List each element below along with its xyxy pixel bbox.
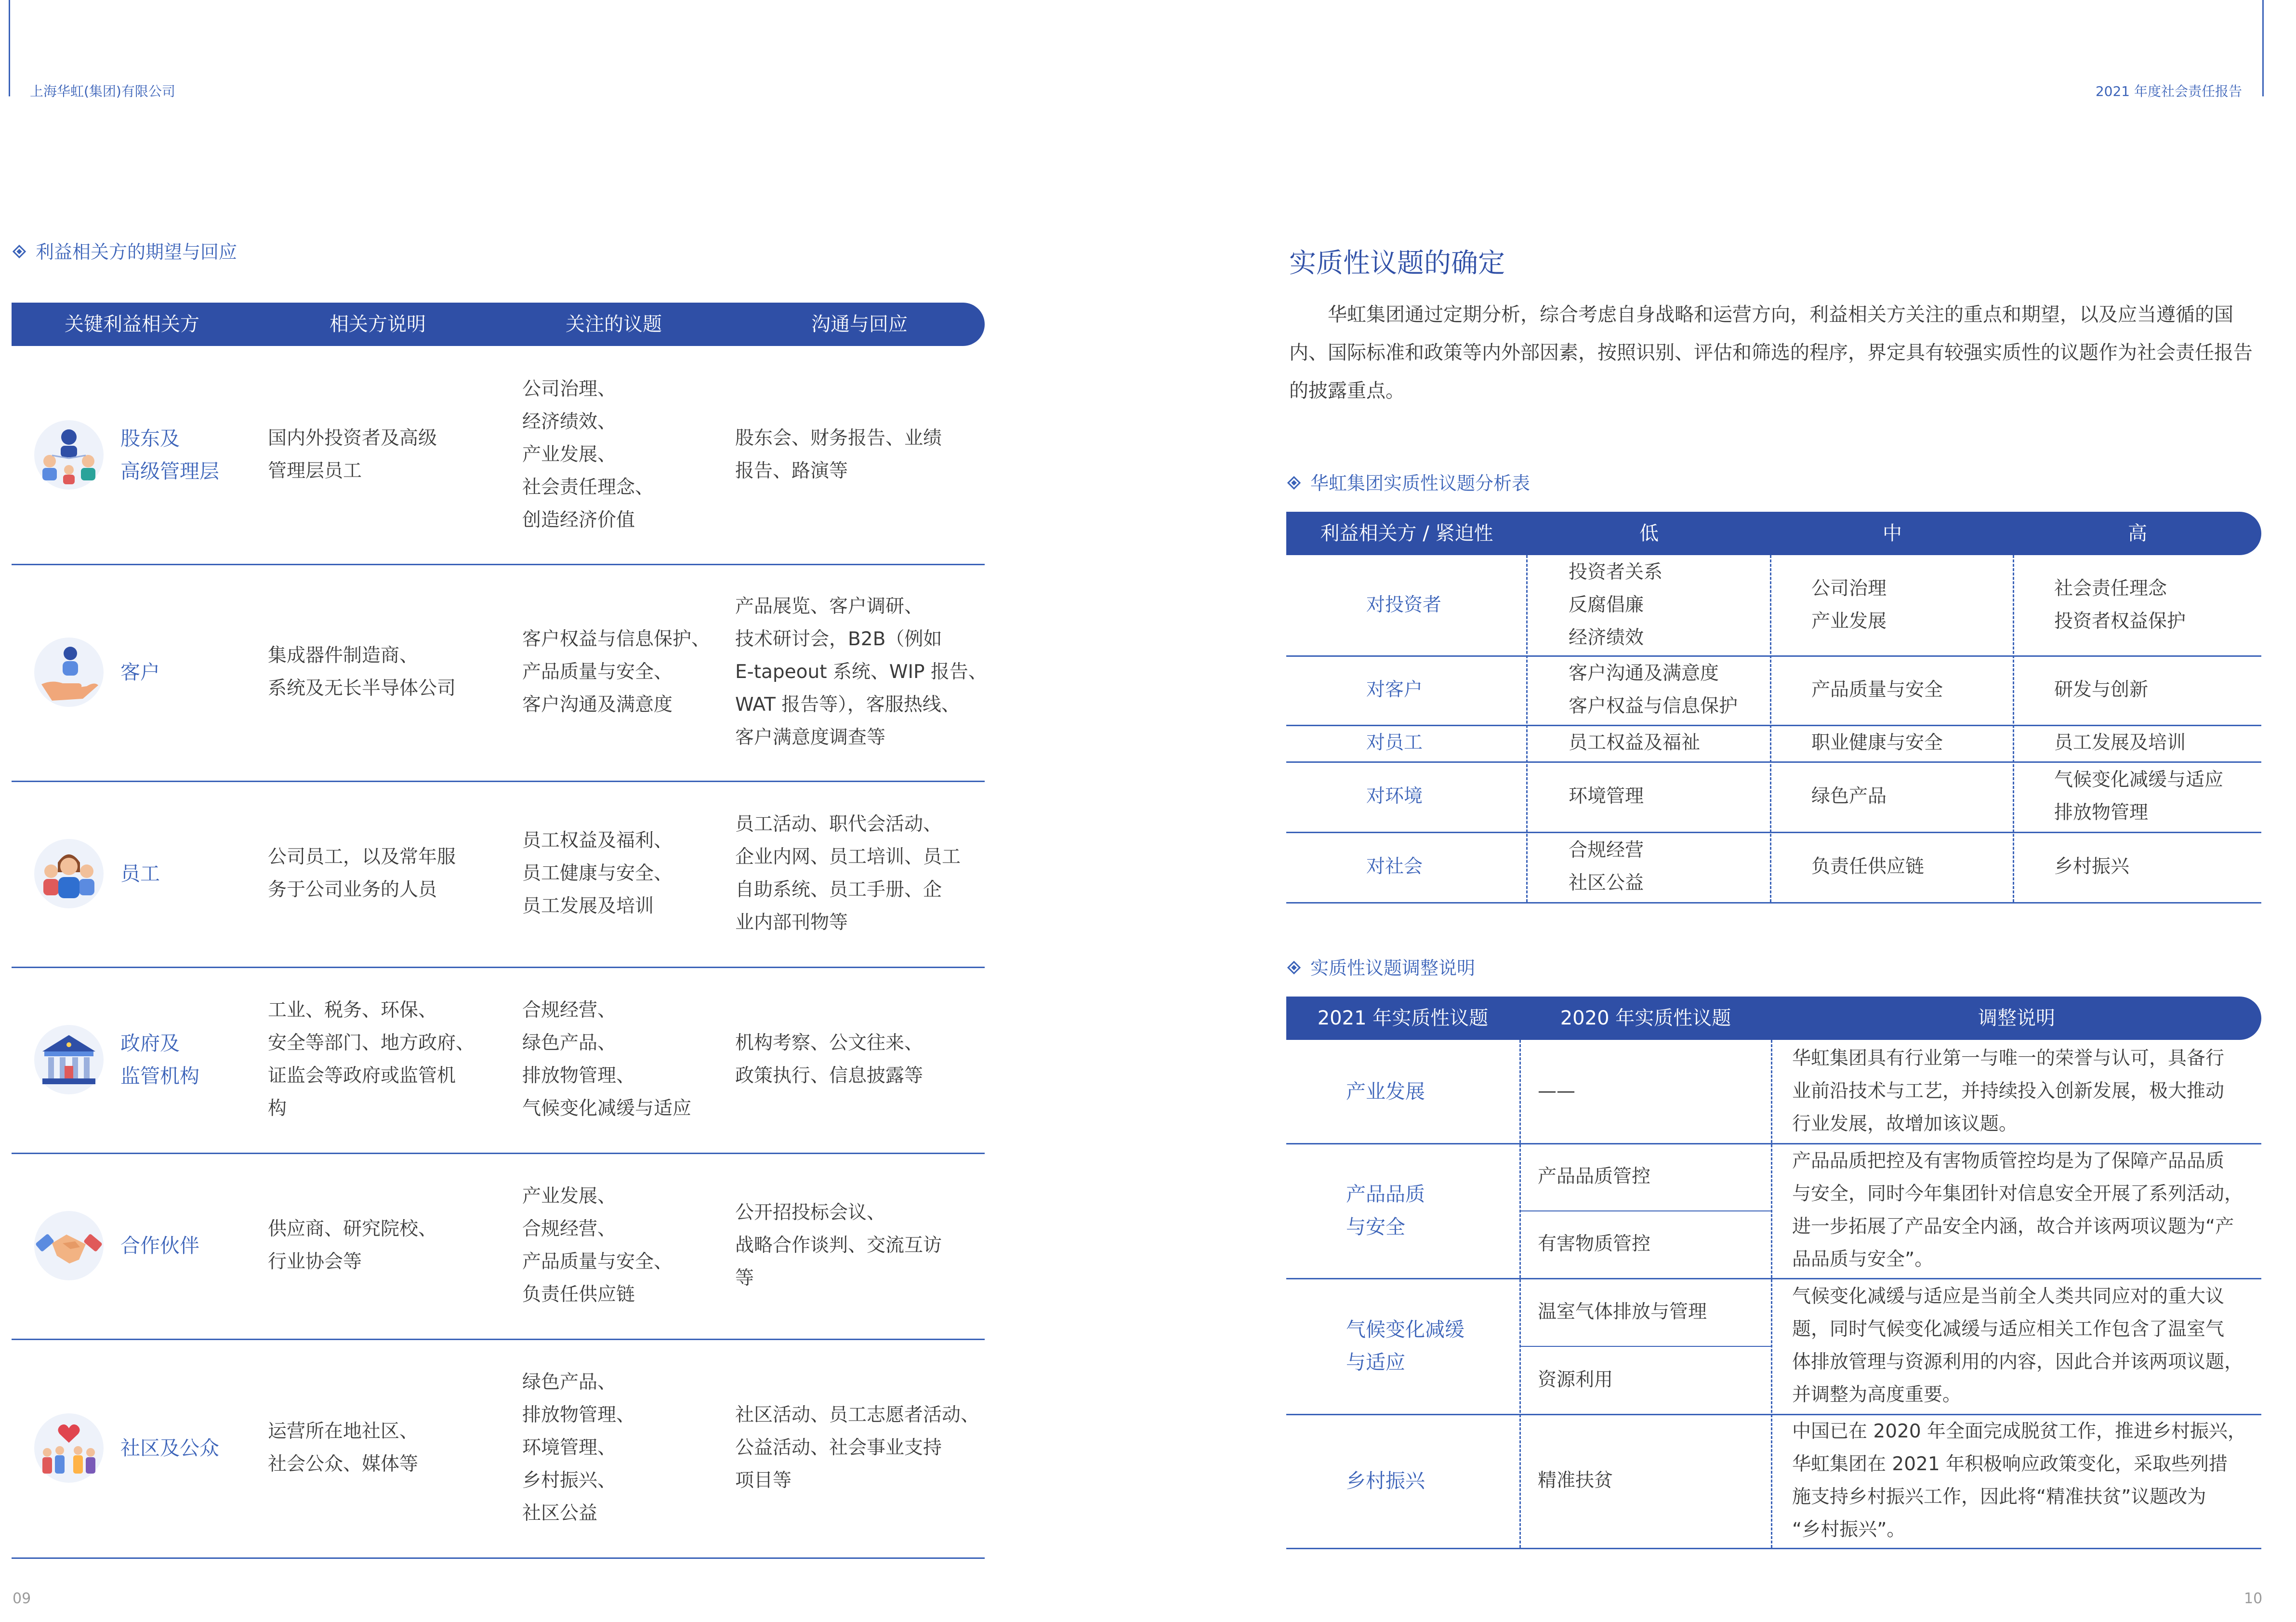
- matrix-mid-topic: 负责任供应链: [1811, 856, 1925, 877]
- matrix-high-topic: 排放物管理: [2054, 802, 2149, 824]
- matrix-low-topic: 客户权益与信息保护: [1569, 695, 1738, 717]
- adjust-header-2021: 2021 年实质性议题: [1317, 1007, 1489, 1029]
- stakeholder-topic: 经济绩效、: [522, 411, 617, 433]
- stakeholder-description: 社会公众、媒体等: [268, 1453, 419, 1475]
- stakeholder-response: E-tapeout 系统、WIP 报告、: [735, 661, 987, 683]
- stakeholder-description: 构: [268, 1098, 287, 1119]
- adjust-section-title: 实质性议题调整说明: [1289, 953, 1475, 980]
- adjust-topic-2021: 产业发展: [1346, 1080, 1425, 1103]
- matrix-low-topic: 投资者关系: [1569, 561, 1663, 583]
- stakeholder-topic: 员工发展及培训: [522, 895, 654, 917]
- row-divider: [12, 564, 985, 565]
- stakeholder-section-title: 利益相关方的期望与回应: [14, 237, 237, 264]
- stakeholder-description: 管理层员工: [268, 460, 362, 482]
- stakeholder-description: 行业协会等: [268, 1251, 362, 1273]
- matrix-column-divider: [1526, 555, 1528, 902]
- row-divider: [12, 1339, 985, 1340]
- stakeholder-topic: 社会责任理念、: [522, 477, 654, 498]
- stakeholder-topic: 产品质量与安全、: [522, 1251, 673, 1273]
- matrix-low-topic: 客户沟通及满意度: [1569, 663, 1719, 684]
- stakeholder-response: 项目等: [735, 1470, 792, 1491]
- header-response: 沟通与回应: [811, 313, 908, 335]
- adjust-topic-2020: 产品品质管控: [1538, 1166, 1651, 1187]
- stakeholder-response: 公开招投标会议、: [735, 1202, 886, 1223]
- adjust-note-line: 华虹集团在 2021 年积极响应政策变化，采取些列措: [1792, 1453, 2228, 1475]
- community-heart-icon: [33, 1412, 105, 1484]
- stakeholder-topic: 创造经济价值: [522, 509, 635, 531]
- stakeholder-response: 员工活动、职代会活动、: [735, 813, 942, 835]
- stakeholder-topic: 客户权益与信息保护、: [522, 628, 711, 650]
- adjust-header-2020: 2020 年实质性议题: [1560, 1007, 1731, 1029]
- matrix-party: 对投资者: [1366, 594, 1442, 616]
- matrix-low-topic: 经济绩效: [1569, 627, 1644, 649]
- adjust-note-line: 产品品质把控及有害物质管控均是为了保障产品品质: [1792, 1150, 2225, 1172]
- adjust-topic-2021: 乡村振兴: [1346, 1469, 1425, 1492]
- stakeholder-topic: 绿色产品、: [522, 1371, 617, 1393]
- stakeholder-topic: 排放物管理、: [522, 1404, 635, 1426]
- stakeholder-topic: 绿色产品、: [522, 1032, 617, 1054]
- matrix-table-header: [1286, 512, 2261, 555]
- matrix-low-topic: 员工权益及福祉: [1569, 732, 1701, 754]
- matrix-low-topic: 环境管理: [1569, 785, 1644, 807]
- stakeholder-response: 技术研讨会，B2B（例如: [735, 628, 942, 650]
- stakeholder-description: 公司员工，以及常年服: [268, 846, 456, 868]
- matrix-high-topic: 乡村振兴: [2054, 856, 2130, 877]
- stakeholder-response: 社区活动、员工志愿者活动、: [735, 1404, 980, 1426]
- row-divider: [12, 1153, 985, 1154]
- matrix-header-party: 利益相关方 / 紧迫性: [1320, 522, 1493, 545]
- stakeholder-topic: 合规经营、: [522, 999, 617, 1021]
- stakeholder-topic: 乡村振兴、: [522, 1470, 617, 1491]
- shareholders-icon: [33, 419, 105, 491]
- stakeholder-description: 证监会等政府或监管机: [268, 1065, 456, 1087]
- stakeholder-response: 报告、路演等: [735, 460, 848, 482]
- adjust-topic-2021: 与安全: [1346, 1215, 1405, 1238]
- adjust-note-line: 体排放管理与资源利用的内容，因此合并该两项议题，: [1792, 1351, 2243, 1373]
- matrix-high-topic: 员工发展及培训: [2054, 732, 2186, 754]
- adjust-topic-2020: 精准扶贫: [1538, 1470, 1613, 1491]
- employees-icon: [33, 838, 105, 910]
- stakeholder-name: 合作伙伴: [120, 1234, 199, 1257]
- matrix-low-topic: 社区公益: [1569, 872, 1644, 894]
- matrix-mid-topic: 产品质量与安全: [1811, 679, 1943, 701]
- header-topics: 关注的议题: [566, 313, 662, 335]
- adjust-topic-2021: 气候变化减缓: [1346, 1318, 1465, 1341]
- adjust-note-line: “乡村振兴”。: [1792, 1519, 1906, 1541]
- stakeholder-table-header: [12, 303, 985, 346]
- matrix-low-topic: 反腐倡廉: [1569, 594, 1644, 616]
- diamond-bullet-icon: [1287, 960, 1301, 974]
- matrix-header-low: 低: [1639, 522, 1659, 545]
- stakeholder-response: 业内部刊物等: [735, 912, 848, 933]
- adjust-note-line: 气候变化减缓与适应是当前全人类共同应对的重大议: [1792, 1286, 2225, 1307]
- adjust-note-line: 进一步拓展了产品安全内涵，故合并该两项议题为“产: [1792, 1216, 2234, 1237]
- page-number-right: 10: [2244, 1590, 2263, 1607]
- matrix-party: 对员工: [1366, 732, 1423, 754]
- matrix-party: 对环境: [1366, 785, 1423, 807]
- adjust-row-divider: [1286, 1548, 2261, 1549]
- stakeholder-description: 集成器件制造商、: [268, 645, 419, 666]
- stakeholder-description: 务于公司业务的人员: [268, 879, 437, 901]
- matrix-high-topic: 气候变化减缓与适应: [2054, 769, 2224, 791]
- matrix-mid-topic: 职业健康与安全: [1811, 732, 1943, 754]
- stakeholder-topic: 气候变化减缓与适应: [522, 1098, 692, 1119]
- adjust-note-line: 行业发展，故增加该议题。: [1792, 1113, 2018, 1135]
- diamond-bullet-icon: [1287, 476, 1301, 489]
- handshake-icon: [33, 1210, 105, 1282]
- adjust-topic-2020: 资源利用: [1538, 1369, 1613, 1391]
- matrix-high-topic: 投资者权益保护: [2054, 611, 2186, 632]
- stakeholder-response: 客户满意度调查等: [735, 727, 886, 748]
- row-divider: [12, 1557, 985, 1559]
- stakeholder-name: 监管机构: [120, 1064, 199, 1088]
- matrix-party: 对客户: [1366, 679, 1423, 701]
- row-divider: [12, 781, 985, 782]
- stakeholder-name: 高级管理层: [120, 460, 219, 483]
- row-divider: [12, 967, 985, 968]
- adjust-note-line: 施支持乡村振兴工作，因此将“精准扶贫”议题改为: [1792, 1486, 2206, 1508]
- left-margin-line: [9, 0, 10, 96]
- adjust-topic-2020: ——: [1538, 1080, 1575, 1102]
- adjust-note-line: 中国已在 2020 年全面完成脱贫工作，推进乡村振兴，: [1792, 1421, 2247, 1442]
- matrix-row-divider: [1286, 832, 2261, 833]
- matrix-row-divider: [1286, 761, 2261, 763]
- stakeholder-description: 国内外投资者及高级: [268, 427, 437, 449]
- stakeholder-response: 股东会、财务报告、业绩: [735, 427, 942, 449]
- stakeholder-topic: 社区公益: [522, 1502, 598, 1524]
- stakeholder-response: 等: [735, 1267, 754, 1289]
- matrix-column-divider: [2013, 555, 2014, 902]
- matrix-high-topic: 社会责任理念: [2054, 578, 2167, 599]
- matrix-header-high: 高: [2128, 522, 2147, 545]
- stakeholder-response: 自助系统、员工手册、企: [735, 879, 942, 901]
- stakeholder-response: 机构考察、公文往来、: [735, 1032, 924, 1054]
- matrix-header-mid: 中: [1883, 522, 1902, 545]
- stakeholder-description: 供应商、研究院校、: [268, 1218, 437, 1240]
- stakeholder-name: 政府及: [120, 1032, 180, 1055]
- stakeholder-response: 政策执行、信息披露等: [735, 1065, 924, 1087]
- stakeholder-topic: 员工健康与安全、: [522, 863, 673, 884]
- matrix-low-topic: 合规经营: [1569, 839, 1644, 861]
- diamond-bullet-icon: [13, 244, 26, 258]
- adjust-topic-2021: 产品品质: [1346, 1183, 1425, 1206]
- header-description: 相关方说明: [330, 313, 426, 335]
- stakeholder-topic: 产品质量与安全、: [522, 661, 673, 683]
- adjust-header-note: 调整说明: [1978, 1007, 2055, 1029]
- stakeholder-topic: 产业发展、: [522, 1185, 617, 1207]
- adjust-note-line: 华虹集团具有行业第一与唯一的荣誉与认可，具备行: [1792, 1048, 2225, 1069]
- stakeholder-topic: 负责任供应链: [522, 1284, 635, 1305]
- stakeholder-topic: 排放物管理、: [522, 1065, 635, 1087]
- matrix-mid-topic: 产业发展: [1811, 611, 1887, 632]
- adjust-note-line: 业前沿技术与工艺，并持续投入创新发展，极大推动: [1792, 1080, 2225, 1102]
- page-number-left: 09: [13, 1590, 31, 1607]
- stakeholder-description: 系统及无长半导体公司: [268, 678, 456, 699]
- adjust-column-divider: [1771, 1040, 1772, 1548]
- adjust-topic-2020: 温室气体排放与管理: [1538, 1301, 1707, 1323]
- adjust-row-divider: [1286, 1143, 2261, 1144]
- adjust-note-line: 与安全，同时今年集团针对信息安全开展了系列活动，: [1792, 1183, 2243, 1205]
- matrix-row-divider: [1286, 655, 2261, 657]
- stakeholder-description: 安全等部门、地方政府、: [268, 1032, 475, 1054]
- customer-hand-icon: [33, 636, 105, 708]
- stakeholder-topic: 合规经营、: [522, 1218, 617, 1240]
- stakeholder-name: 员工: [120, 862, 160, 885]
- adjust-note-line: 品品质与安全”。: [1792, 1249, 1934, 1270]
- matrix-row-divider: [1286, 725, 2261, 726]
- stakeholder-description: 工业、税务、环保、: [268, 999, 437, 1021]
- stakeholder-name: 股东及: [120, 427, 180, 450]
- adjust-note-line: 题，同时气候变化减缓与适应相关工作包含了温室气: [1792, 1318, 2225, 1340]
- adjust-subrow-divider: [1520, 1210, 1771, 1211]
- stakeholder-topic: 环境管理、: [522, 1437, 617, 1459]
- matrix-party: 对社会: [1366, 856, 1423, 877]
- adjust-note-line: 并调整为高度重要。: [1792, 1384, 1962, 1406]
- adjust-table-header: [1286, 997, 2261, 1040]
- stakeholder-response: 战略合作谈判、交流互访: [735, 1235, 942, 1256]
- stakeholder-topic: 员工权益及福利、: [522, 830, 673, 851]
- right-margin-line: [2262, 0, 2264, 96]
- adjust-subrow-divider: [1520, 1346, 1771, 1347]
- stakeholder-response: 产品展览、客户调研、: [735, 596, 924, 617]
- stakeholder-response: 公益活动、社会事业支持: [735, 1437, 942, 1459]
- stakeholder-topic: 产业发展、: [522, 444, 617, 465]
- header-stakeholder: 关键利益相关方: [65, 313, 199, 335]
- stakeholder-description: 运营所在地社区、: [268, 1421, 419, 1442]
- matrix-row-divider: [1286, 902, 2261, 904]
- intro-paragraph: 华虹集团通过定期分析，综合考虑自身战略和运营方向，利益相关方关注的重点和期望，以及应当遵循的国内、国际标准和政策等内外部因素，按照识别、评估和筛选的程序，界定具有较强实质性的议题作为社会责任报告的披露重点。: [1289, 304, 2253, 402]
- adjust-topic-2020: 有害物质管控: [1538, 1233, 1651, 1255]
- stakeholder-response: WAT 报告等），客服热线、: [735, 694, 960, 716]
- stakeholder-topic: 公司治理、: [522, 378, 617, 400]
- company-name: 上海华虹(集团)有限公司: [30, 83, 175, 99]
- adjust-topic-2021: 与适应: [1346, 1351, 1405, 1374]
- stakeholder-response: 企业内网、员工培训、员工: [735, 846, 961, 868]
- matrix-column-divider: [1770, 555, 1771, 902]
- report-title: 2021 年度社会责任报告: [2095, 83, 2242, 99]
- adjust-column-divider: [1519, 1040, 1521, 1548]
- matrix-high-topic: 研发与创新: [2054, 679, 2149, 701]
- government-building-icon: [33, 1024, 105, 1096]
- stakeholder-topic: 客户沟通及满意度: [522, 694, 673, 716]
- stakeholder-name: 社区及公众: [120, 1436, 219, 1460]
- matrix-mid-topic: 公司治理: [1811, 578, 1887, 599]
- matrix-section-title: 华虹集团实质性议题分析表: [1289, 468, 1530, 495]
- adjust-row-divider: [1286, 1278, 2261, 1279]
- matrix-mid-topic: 绿色产品: [1811, 785, 1887, 807]
- stakeholder-name: 客户: [120, 661, 160, 684]
- materiality-title: 实质性议题的确定: [1289, 248, 1505, 279]
